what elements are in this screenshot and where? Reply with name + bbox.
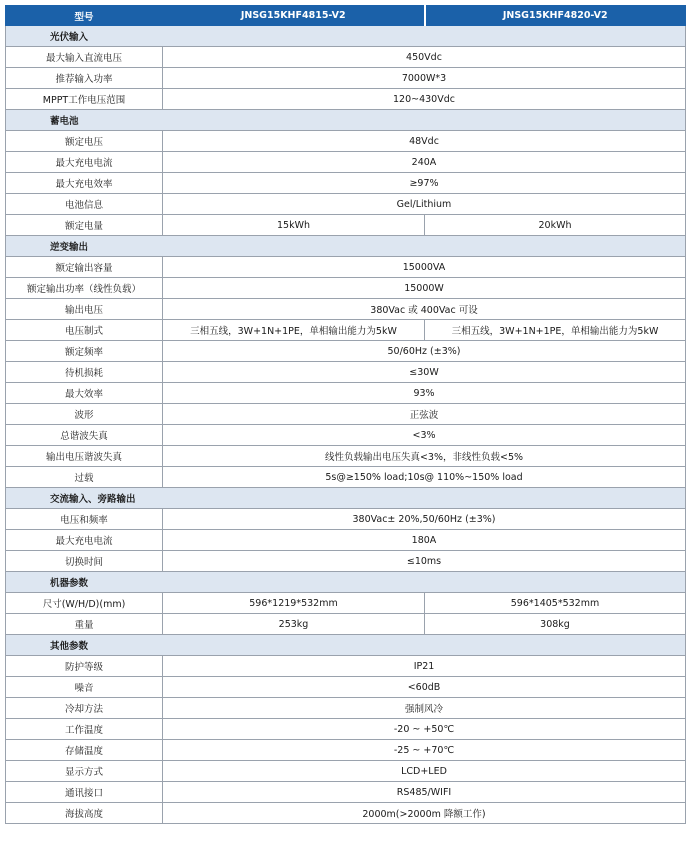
table-row xyxy=(6,614,686,635)
table-row xyxy=(6,404,686,425)
row-value: <60dB xyxy=(163,677,686,698)
table-row xyxy=(6,278,686,299)
row-value: 93% xyxy=(163,383,686,404)
row-label: 最大充电电流 xyxy=(6,530,163,551)
table-row xyxy=(6,446,686,467)
table-row xyxy=(6,299,686,320)
section-title: 光伏输入 xyxy=(6,26,686,47)
table-row xyxy=(6,173,686,194)
row-value-model-b: 三相五线，3W+1N+1PE，单相输出能力为5kW xyxy=(425,320,686,341)
table-row xyxy=(6,782,686,803)
row-label: 额定电压 xyxy=(6,131,163,152)
table-row xyxy=(6,593,686,614)
row-value-model-b: 20kWh xyxy=(425,215,686,236)
row-label: 额定电量 xyxy=(6,215,163,236)
row-label: 总谐波失真 xyxy=(6,425,163,446)
row-value: 50/60Hz (±3%) xyxy=(163,341,686,362)
row-value-model-a: 253kg xyxy=(163,614,425,635)
row-label: 输出电压谐波失真 xyxy=(6,446,163,467)
table-row xyxy=(6,215,686,236)
row-value: 380Vac 或 400Vac 可设 xyxy=(163,299,686,320)
table-row xyxy=(6,656,686,677)
row-label: 存储温度 xyxy=(6,740,163,761)
row-label: 额定输出容量 xyxy=(6,257,163,278)
table-row xyxy=(6,530,686,551)
row-value: 正弦波 xyxy=(163,404,686,425)
row-label: 电压和频率 xyxy=(6,509,163,530)
row-value: <3% xyxy=(163,425,686,446)
row-label: 通讯接口 xyxy=(6,782,163,803)
table-row xyxy=(6,341,686,362)
row-label: 最大充电电流 xyxy=(6,152,163,173)
table-row xyxy=(6,551,686,572)
row-label: 海拔高度 xyxy=(6,803,163,824)
row-label: 最大输入直流电压 xyxy=(6,47,163,68)
spec-table-body xyxy=(6,26,686,824)
row-label: 电压制式 xyxy=(6,320,163,341)
row-value: 15000VA xyxy=(163,257,686,278)
row-value: 强制风冷 xyxy=(163,698,686,719)
section-row xyxy=(6,236,686,257)
row-label: 工作温度 xyxy=(6,719,163,740)
table-row xyxy=(6,698,686,719)
row-value-model-a: 15kWh xyxy=(163,215,425,236)
row-label: 过载 xyxy=(6,467,163,488)
table-row xyxy=(6,761,686,782)
model-a-header: JNSG15KHF4815-V2 xyxy=(163,6,425,26)
row-value-model-a: 596*1219*532mm xyxy=(163,593,425,614)
row-label: 显示方式 xyxy=(6,761,163,782)
row-value: -25 ~ +70℃ xyxy=(163,740,686,761)
table-row xyxy=(6,194,686,215)
table-row xyxy=(6,131,686,152)
row-value: ≥97% xyxy=(163,173,686,194)
row-value: IP21 xyxy=(163,656,686,677)
row-label: 电池信息 xyxy=(6,194,163,215)
row-value: 380Vac± 20%,50/60Hz (±3%) xyxy=(163,509,686,530)
table-row xyxy=(6,719,686,740)
table-row xyxy=(6,47,686,68)
row-label: 推荐输入功率 xyxy=(6,68,163,89)
row-value: Gel/Lithium xyxy=(163,194,686,215)
section-row xyxy=(6,26,686,47)
table-row xyxy=(6,509,686,530)
table-row xyxy=(6,383,686,404)
row-label: 最大效率 xyxy=(6,383,163,404)
section-row xyxy=(6,635,686,656)
section-row xyxy=(6,488,686,509)
row-value: 5s@≥150% load;10s@ 110%~150% load xyxy=(163,467,686,488)
row-label: 输出电压 xyxy=(6,299,163,320)
row-label: 重量 xyxy=(6,614,163,635)
model-b-header: JNSG15KHF4820-V2 xyxy=(425,6,686,26)
section-row xyxy=(6,572,686,593)
table-row xyxy=(6,803,686,824)
model-label-header: 型号 xyxy=(6,6,163,26)
table-row xyxy=(6,68,686,89)
row-value: 15000W xyxy=(163,278,686,299)
row-value: 线性负载输出电压失真<3%，非线性负载<5% xyxy=(163,446,686,467)
row-value: 7000W*3 xyxy=(163,68,686,89)
section-row xyxy=(6,110,686,131)
row-label: 待机损耗 xyxy=(6,362,163,383)
row-value: RS485/WIFI xyxy=(163,782,686,803)
row-value: ≤10ms xyxy=(163,551,686,572)
table-row xyxy=(6,740,686,761)
row-label: 噪音 xyxy=(6,677,163,698)
section-title: 其他参数 xyxy=(6,635,686,656)
row-value: -20 ~ +50℃ xyxy=(163,719,686,740)
row-label: 冷却方法 xyxy=(6,698,163,719)
table-row xyxy=(6,425,686,446)
row-label: 额定输出功率（线性负载） xyxy=(6,278,163,299)
row-label: 防护等级 xyxy=(6,656,163,677)
row-value-model-a: 三相五线，3W+1N+1PE，单相输出能力为5kW xyxy=(163,320,425,341)
section-title: 机器参数 xyxy=(6,572,686,593)
section-title: 交流输入、旁路输出 xyxy=(6,488,686,509)
row-value: 120~430Vdc xyxy=(163,89,686,110)
table-row xyxy=(6,677,686,698)
row-label: 最大充电效率 xyxy=(6,173,163,194)
row-value: LCD+LED xyxy=(163,761,686,782)
table-row xyxy=(6,257,686,278)
table-row xyxy=(6,320,686,341)
table-row xyxy=(6,89,686,110)
section-title: 蓄电池 xyxy=(6,110,686,131)
header-row xyxy=(6,6,686,26)
section-title: 逆变输出 xyxy=(6,236,686,257)
row-value-model-b: 308kg xyxy=(425,614,686,635)
row-label: 切换时间 xyxy=(6,551,163,572)
table-row xyxy=(6,467,686,488)
row-label: 尺寸(W/H/D)(mm) xyxy=(6,593,163,614)
spec-table xyxy=(5,5,686,824)
row-label: MPPT工作电压范围 xyxy=(6,89,163,110)
table-row xyxy=(6,362,686,383)
row-label: 额定频率 xyxy=(6,341,163,362)
row-value-model-b: 596*1405*532mm xyxy=(425,593,686,614)
row-value: 180A xyxy=(163,530,686,551)
row-value: 2000m(>2000m 降额工作) xyxy=(163,803,686,824)
row-value: ≤30W xyxy=(163,362,686,383)
row-value: 48Vdc xyxy=(163,131,686,152)
table-row xyxy=(6,152,686,173)
row-label: 波形 xyxy=(6,404,163,425)
row-value: 240A xyxy=(163,152,686,173)
row-value: 450Vdc xyxy=(163,47,686,68)
